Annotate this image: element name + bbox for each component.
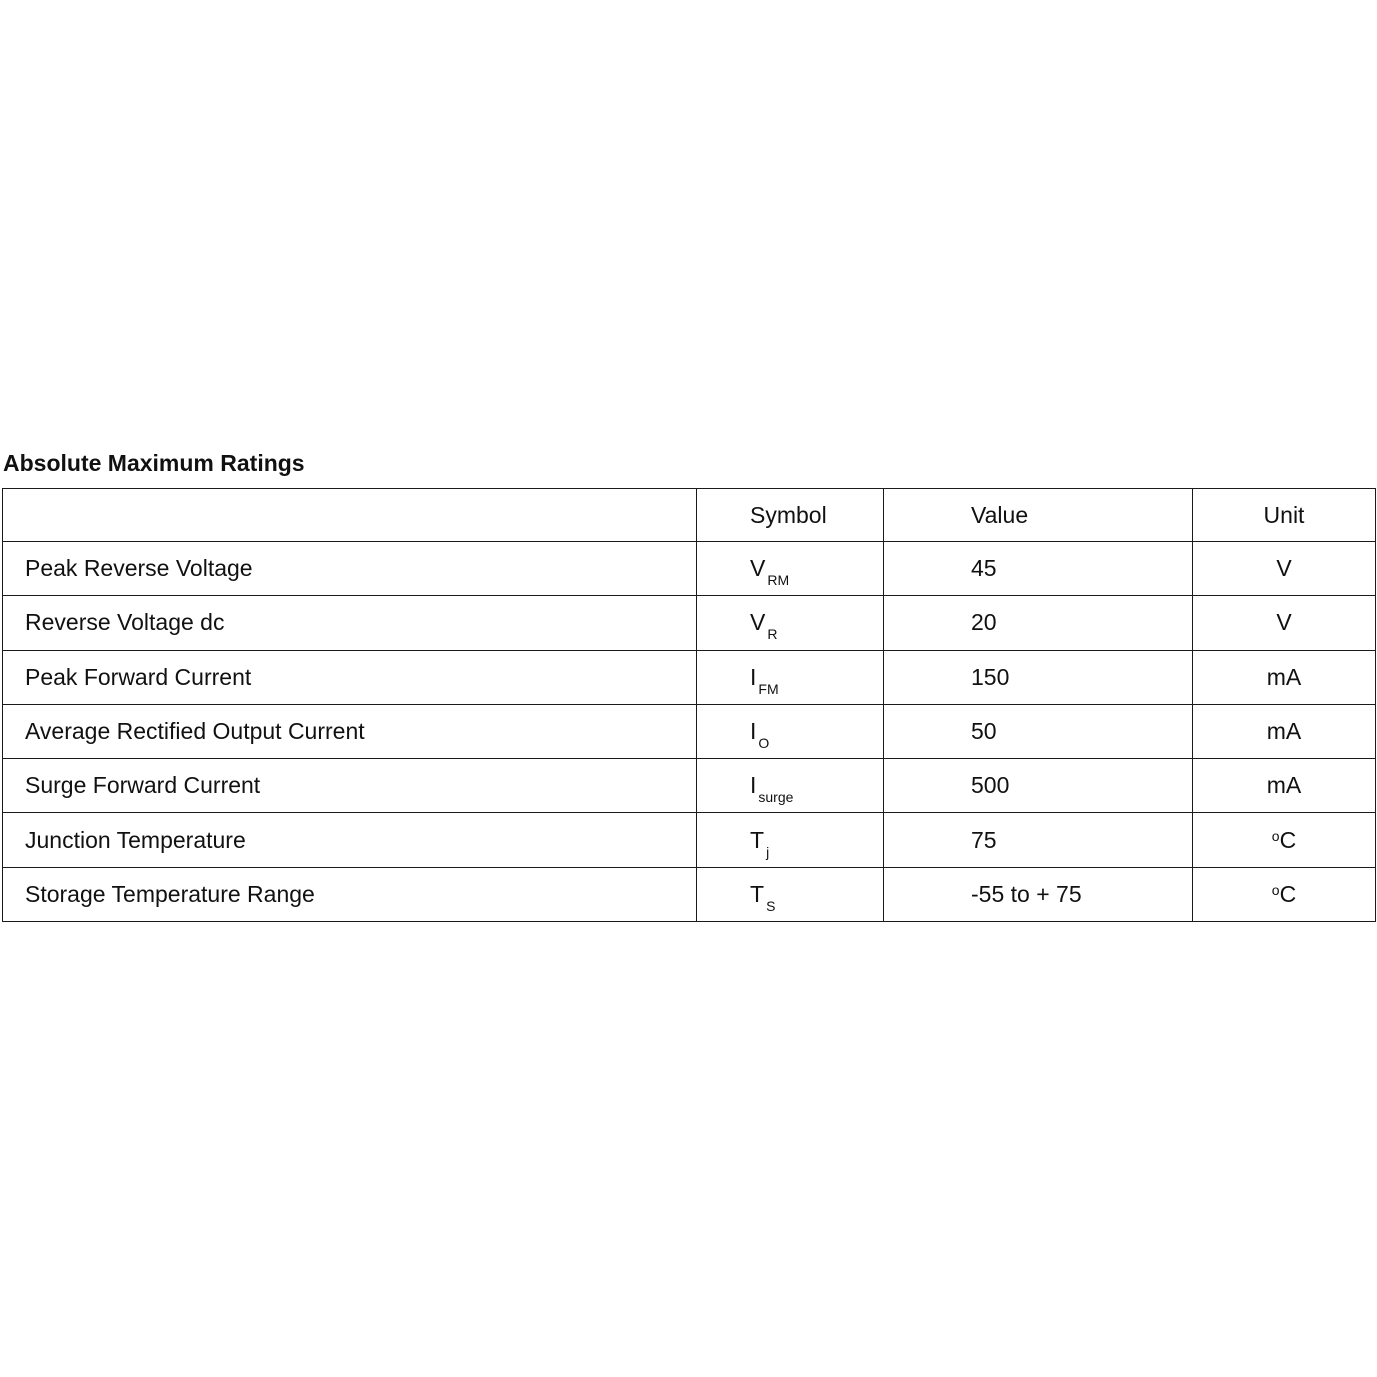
- value-cell: 20: [884, 596, 1193, 650]
- symbol-subscript: RM: [767, 572, 790, 589]
- symbol-cell: [697, 596, 884, 650]
- unit-cell: [1193, 867, 1376, 921]
- value-cell: 75: [884, 813, 1193, 867]
- table-header-row: [3, 489, 1376, 542]
- value-cell: 500: [884, 759, 1193, 813]
- symbol-subscript: S: [766, 897, 776, 914]
- unit-cell: mA: [1193, 704, 1376, 758]
- table-row: [3, 596, 1376, 650]
- table-row: [3, 704, 1376, 758]
- table-row: [3, 813, 1376, 867]
- header-unit: Unit: [1193, 489, 1376, 542]
- symbol-subscript: surge: [758, 789, 794, 806]
- table-row: [3, 650, 1376, 704]
- parameter-cell: Reverse Voltage dc: [3, 596, 697, 650]
- table-row: [3, 867, 1376, 921]
- unit-text: C: [1279, 826, 1297, 853]
- unit-text: C: [1279, 880, 1297, 907]
- value-cell: 150: [884, 650, 1193, 704]
- value-cell: 50: [884, 704, 1193, 758]
- value-cell: 45: [884, 542, 1193, 596]
- symbol-letter: T: [750, 826, 765, 853]
- symbol-letter: I: [750, 772, 757, 799]
- unit-cell: mA: [1193, 759, 1376, 813]
- parameter-cell: Surge Forward Current: [3, 759, 697, 813]
- unit-cell: V: [1193, 596, 1376, 650]
- absolute-maximum-ratings-table: [2, 488, 1376, 922]
- symbol-letter: I: [750, 663, 757, 690]
- degree-sign: o: [1271, 827, 1280, 844]
- symbol-subscript: FM: [758, 680, 779, 697]
- header-parameter: [3, 489, 697, 542]
- parameter-cell: Peak Reverse Voltage: [3, 542, 697, 596]
- header-symbol: Symbol: [697, 489, 884, 542]
- symbol-cell: [697, 813, 884, 867]
- table-row: [3, 542, 1376, 596]
- parameter-cell: Average Rectified Output Current: [3, 704, 697, 758]
- section-title: Absolute Maximum Ratings: [3, 450, 305, 476]
- parameter-cell: Storage Temperature Range: [3, 867, 697, 921]
- unit-cell: V: [1193, 542, 1376, 596]
- symbol-cell: [697, 759, 884, 813]
- symbol-subscript: R: [767, 626, 778, 643]
- symbol-cell: [697, 542, 884, 596]
- unit-cell: [1193, 813, 1376, 867]
- symbol-subscript: O: [758, 734, 770, 751]
- symbol-letter: T: [750, 880, 765, 907]
- unit-cell: mA: [1193, 650, 1376, 704]
- symbol-letter: I: [750, 717, 757, 744]
- header-value: Value: [884, 489, 1193, 542]
- symbol-cell: [697, 650, 884, 704]
- symbol-subscript: j: [766, 843, 770, 860]
- table-row: [3, 759, 1376, 813]
- symbol-cell: [697, 867, 884, 921]
- symbol-letter: V: [750, 555, 766, 582]
- parameter-cell: Peak Forward Current: [3, 650, 697, 704]
- degree-sign: o: [1271, 881, 1280, 898]
- value-cell: -55 to + 75: [884, 867, 1193, 921]
- parameter-cell: Junction Temperature: [3, 813, 697, 867]
- symbol-cell: [697, 704, 884, 758]
- symbol-letter: V: [750, 609, 766, 636]
